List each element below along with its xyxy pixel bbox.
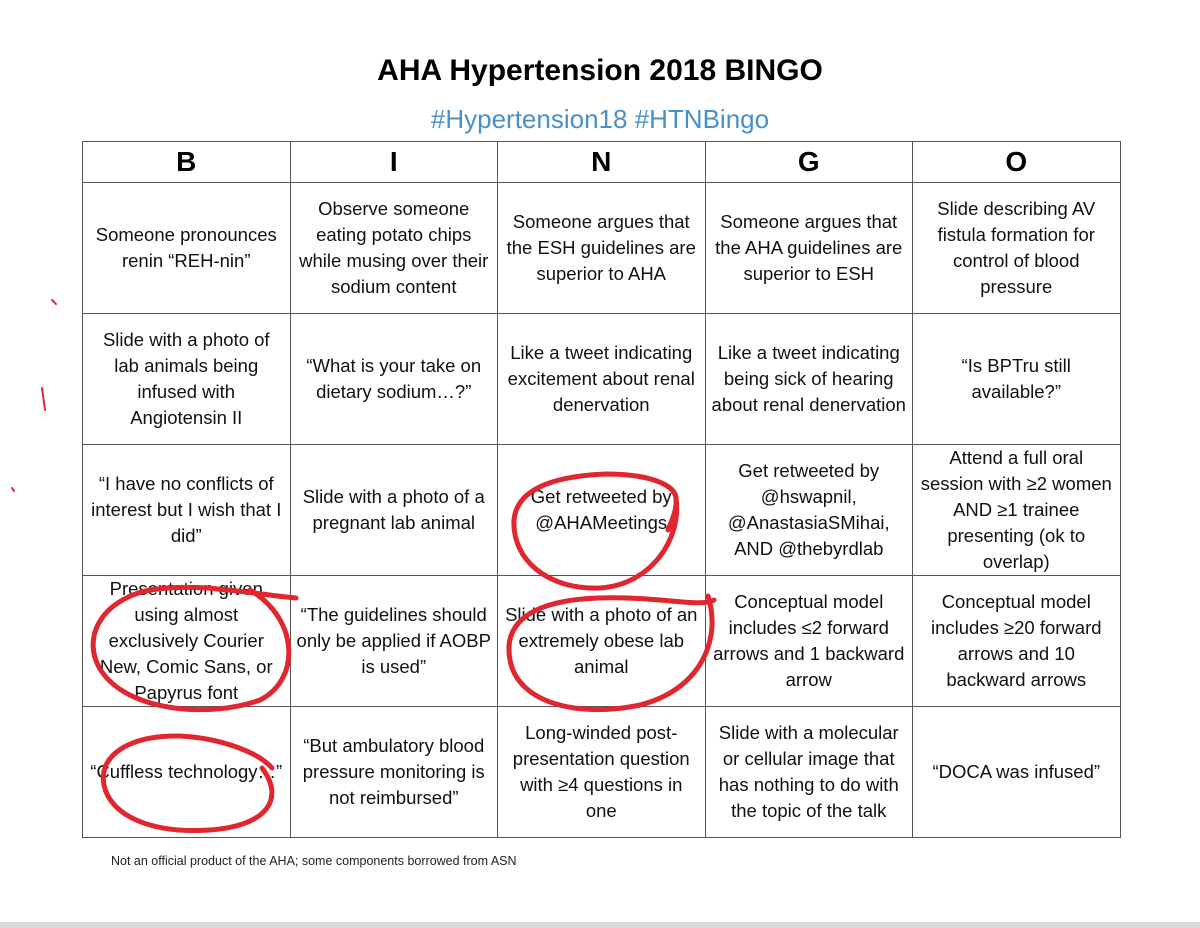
- bingo-square: “But ambulatory blood pressure monitoring is not reimbursed”: [290, 707, 498, 838]
- bingo-square: Slide with a photo of lab animals being infused with Angiotensin II: [83, 314, 291, 445]
- column-header-b: B: [83, 142, 291, 183]
- bingo-square: Like a tweet indicating being sick of hearing about renal denervation: [705, 314, 913, 445]
- bingo-square: Someone pronounces renin “REH-nin”: [83, 183, 291, 314]
- bingo-square: Conceptual model includes ≥20 forward arrows and 10 backward arrows: [913, 576, 1121, 707]
- bingo-row: [83, 576, 1121, 707]
- bingo-square: Conceptual model includes ≤2 forward arrows and 1 backward arrow: [705, 576, 913, 707]
- column-header-o: O: [913, 142, 1121, 183]
- bingo-square: Slide with a molecular or cellular image that has nothing to do with the topic of the talk: [705, 707, 913, 838]
- bingo-square-marked: Presentation given using almost exclusively Courier New, Comic Sans, or Papyrus font: [83, 576, 291, 707]
- column-header-i: I: [290, 142, 498, 183]
- bingo-row: [83, 707, 1121, 838]
- bingo-square: Get retweeted by @hswapnil, @AnastasiaSMihai, AND @thebyrdlab: [705, 445, 913, 576]
- bingo-row: [83, 445, 1121, 576]
- page-title: AHA Hypertension 2018 BINGO: [377, 54, 823, 87]
- bingo-square: “Is BPTru still available?”: [913, 314, 1121, 445]
- bingo-square: Slide describing AV fistula formation for control of blood pressure: [913, 183, 1121, 314]
- bingo-square-marked: Slide with a photo of an extremely obese lab animal: [498, 576, 706, 707]
- marker-stray-stroke: [42, 388, 45, 410]
- column-header-row: [83, 142, 1121, 183]
- bingo-row: [83, 314, 1121, 445]
- bingo-square-marked: Get retweeted by @AHAMeetings: [498, 445, 706, 576]
- bingo-square: Observe someone eating potato chips while musing over their sodium content: [290, 183, 498, 314]
- bingo-square: Someone argues that the AHA guidelines are superior to ESH: [705, 183, 913, 314]
- bingo-square: Someone argues that the ESH guidelines are superior to AHA: [498, 183, 706, 314]
- bingo-square: Attend a full oral session with ≥2 women AND ≥1 trainee presenting (ok to overlap): [913, 445, 1121, 576]
- bingo-square-marked: “Cuffless technology…”: [83, 707, 291, 838]
- disclaimer-footnote: Not an official product of the AHA; some components borrowed from ASN: [111, 854, 517, 868]
- column-header-n: N: [498, 142, 706, 183]
- bingo-square: Slide with a photo of a pregnant lab animal: [290, 445, 498, 576]
- bingo-square: “What is your take on dietary sodium…?”: [290, 314, 498, 445]
- column-header-g: G: [705, 142, 913, 183]
- hashtag-subtitle: #Hypertension18 #HTNBingo: [430, 104, 770, 134]
- bingo-board: [82, 141, 1121, 838]
- bingo-square: Long-winded post-presentation question with ≥4 questions in one: [498, 707, 706, 838]
- bingo-square: “I have no conflicts of interest but I wish that I did”: [83, 445, 291, 576]
- bingo-square: Like a tweet indicating excitement about renal denervation: [498, 314, 706, 445]
- marker-stray-stroke: [12, 488, 14, 491]
- page-edge: [0, 922, 1200, 928]
- bingo-row: [83, 183, 1121, 314]
- bingo-square: “DOCA was infused”: [913, 707, 1121, 838]
- marker-stray-stroke: [52, 300, 56, 304]
- bingo-square: “The guidelines should only be applied if AOBP is used”: [290, 576, 498, 707]
